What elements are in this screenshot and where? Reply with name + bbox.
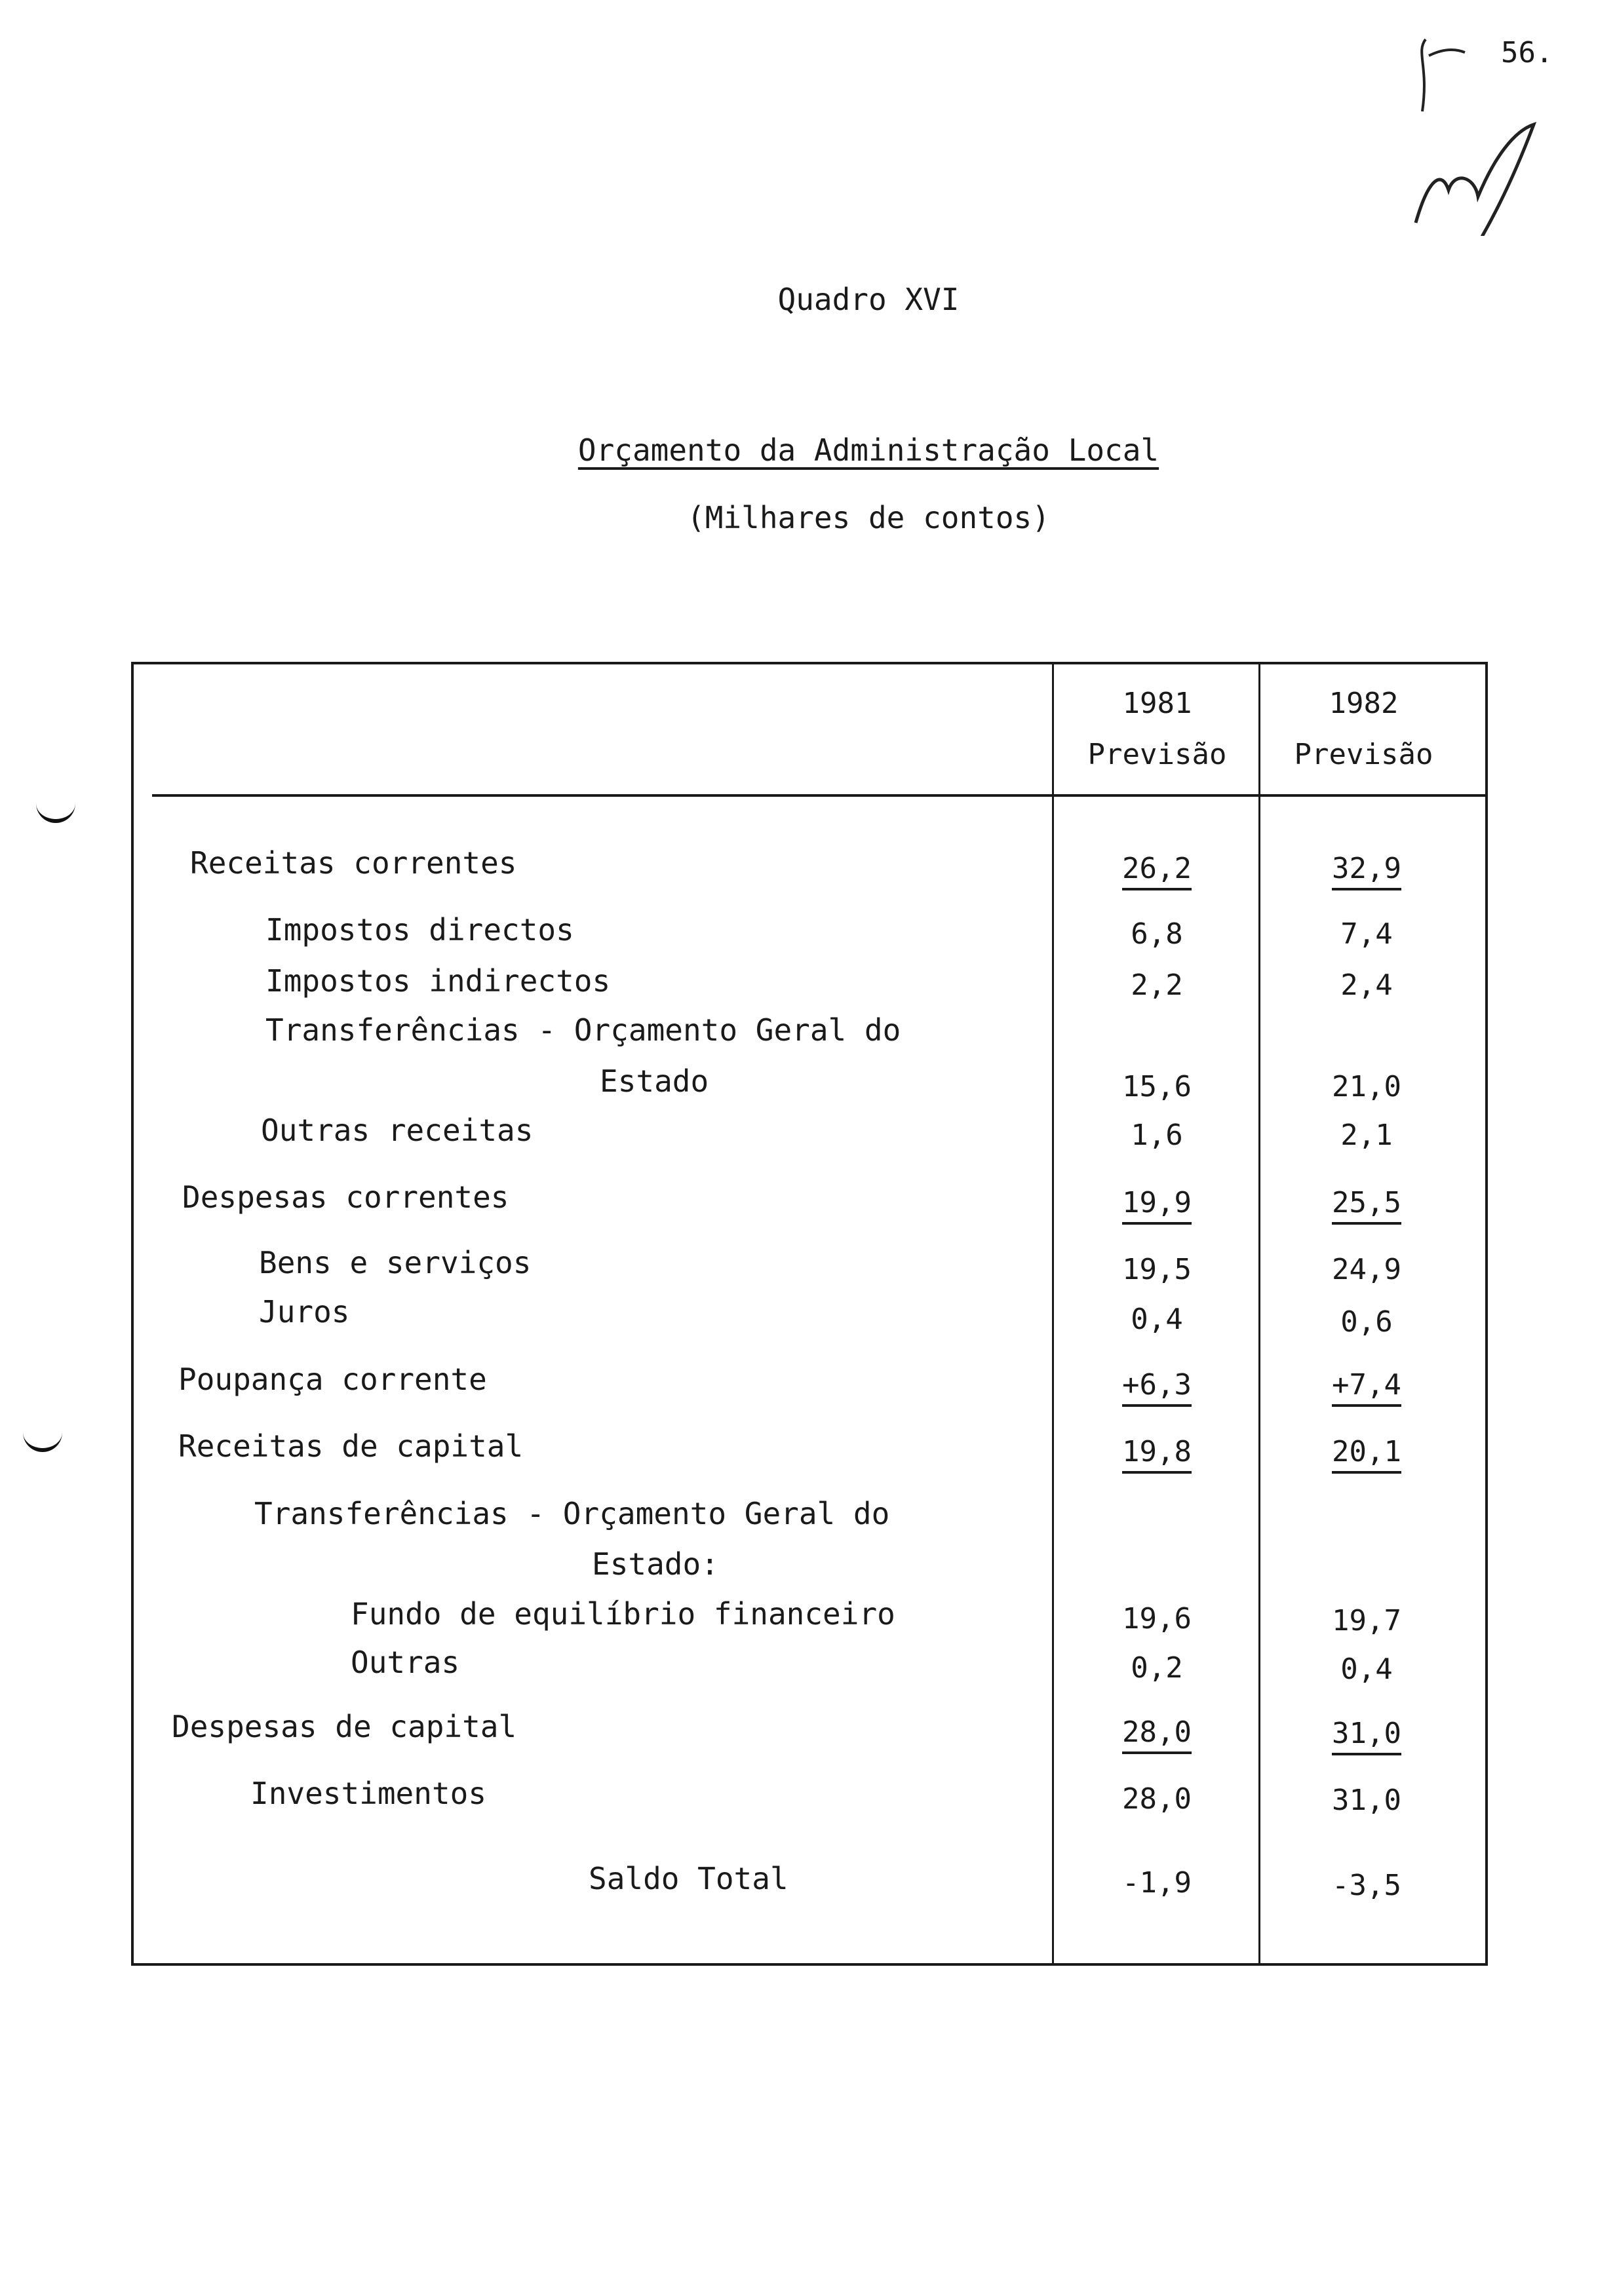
cell-1982: 0,4 xyxy=(1340,1653,1393,1686)
cell-1981: 15,6 xyxy=(1122,1070,1192,1103)
cell-1981: 19,6 xyxy=(1122,1602,1192,1636)
cell-1981: 1,6 xyxy=(1131,1119,1183,1152)
column-divider-1981 xyxy=(1052,662,1054,1966)
row-label: Receitas correntes xyxy=(190,845,517,881)
column-label: Previsão xyxy=(1294,738,1433,771)
table-title: Quadro XVI xyxy=(777,282,960,317)
row-label: Receitas de capital xyxy=(178,1428,524,1464)
column-header-1982 xyxy=(1260,678,1467,780)
cell-1981-total: -1,9 xyxy=(1122,1866,1192,1900)
column-year: 1981 xyxy=(1122,687,1192,720)
cell-1981: 2,2 xyxy=(1131,968,1183,1002)
row-label: Despesas correntes xyxy=(182,1179,509,1215)
cell-1982: 0,6 xyxy=(1340,1305,1393,1339)
cell-1981: +6,3 xyxy=(1078,1368,1236,1402)
row-label-total: Saldo Total xyxy=(589,1861,788,1896)
binder-hole-mark xyxy=(23,1422,62,1452)
cell-1982-total: -3,5 xyxy=(1332,1869,1401,1902)
row-label: Despesas de capital xyxy=(172,1709,517,1744)
row-label: Bens e serviços xyxy=(259,1245,532,1280)
cell-1981: 28,0 xyxy=(1078,1715,1236,1749)
row-label: Investimentos xyxy=(250,1776,487,1811)
row-label: Fundo de equilíbrio financeiro xyxy=(351,1596,895,1632)
cell-1982: 19,7 xyxy=(1332,1604,1401,1637)
table-subtitle: Orçamento da Administração Local xyxy=(577,432,1159,468)
cell-1982: 31,0 xyxy=(1288,1717,1445,1750)
cell-1981: 19,5 xyxy=(1122,1253,1192,1286)
cell-1982: 2,1 xyxy=(1340,1119,1393,1152)
cell-1981: 0,4 xyxy=(1131,1303,1183,1336)
row-label: Outras receitas xyxy=(261,1113,534,1148)
cell-1982: +7,4 xyxy=(1288,1368,1445,1402)
column-label: Previsão xyxy=(1087,738,1227,771)
cell-1981: 19,8 xyxy=(1078,1435,1236,1468)
cell-1981: 0,2 xyxy=(1131,1651,1183,1685)
cell-1982: 7,4 xyxy=(1340,917,1393,951)
row-label-continued: Estado: xyxy=(592,1546,719,1582)
cell-1982: 25,5 xyxy=(1288,1186,1445,1219)
page-number: 56. xyxy=(1501,36,1553,69)
handwritten-initials xyxy=(1403,26,1547,236)
row-label: Outras xyxy=(351,1645,460,1680)
row-label: Impostos indirectos xyxy=(265,963,611,999)
row-label: Poupança corrente xyxy=(178,1362,487,1397)
table-unit: (Milhares de contos) xyxy=(687,500,1050,535)
column-year: 1982 xyxy=(1329,687,1399,720)
column-divider-1982 xyxy=(1258,662,1260,1966)
cell-1981: 6,8 xyxy=(1131,917,1183,951)
row-label: Transferências - Orçamento Geral do xyxy=(254,1496,890,1531)
binder-hole-mark xyxy=(36,793,75,823)
cell-1981: 26,2 xyxy=(1078,852,1236,885)
cell-1982: 20,1 xyxy=(1288,1435,1445,1468)
cell-1981: 19,9 xyxy=(1078,1186,1236,1219)
row-label-continued: Estado xyxy=(600,1063,709,1099)
cell-1982: 31,0 xyxy=(1332,1784,1401,1817)
row-label: Transferências - Orçamento Geral do xyxy=(265,1012,901,1048)
row-label: Juros xyxy=(259,1294,350,1330)
column-header-1981 xyxy=(1054,678,1260,780)
cell-1981: 28,0 xyxy=(1122,1782,1192,1816)
header-divider xyxy=(152,794,1487,797)
cell-1982: 2,4 xyxy=(1340,968,1393,1002)
row-label: Impostos directos xyxy=(265,912,574,947)
cell-1982: 24,9 xyxy=(1332,1253,1401,1286)
cell-1982: 21,0 xyxy=(1332,1070,1401,1103)
cell-1982: 32,9 xyxy=(1288,852,1445,885)
